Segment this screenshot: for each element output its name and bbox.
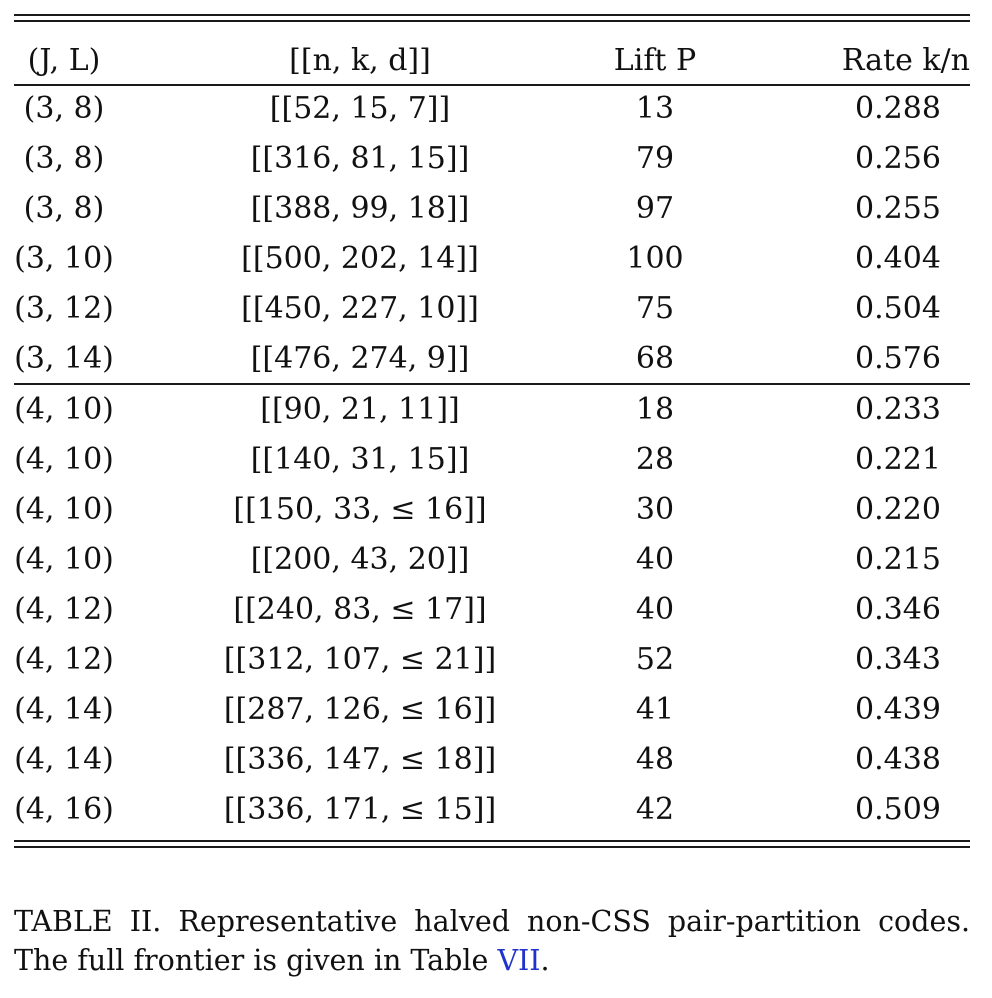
cell-code: [[500, 202, 14]] [241, 241, 479, 276]
cell-code: [[150, 33, ≤ 16]] [233, 492, 487, 527]
cell-rate: 0.509 [855, 792, 941, 827]
cell-code: [[336, 171, ≤ 15]] [223, 792, 497, 827]
table-row [0, 134, 992, 184]
cell-code: [[476, 274, 9]] [250, 341, 470, 376]
table-row [0, 635, 992, 685]
cell-jl: (4, 10) [14, 442, 114, 477]
cell-code: [[336, 147, ≤ 18]] [223, 742, 497, 777]
table-caption [14, 902, 970, 980]
cell-jl: (4, 14) [14, 742, 114, 777]
cell-jl: (4, 12) [14, 592, 114, 627]
table-reference-link[interactable]: VII [497, 944, 541, 977]
cell-rate: 0.220 [855, 492, 941, 527]
table-row [0, 485, 992, 535]
caption-text: TABLE II. Representative halved non-CSS pair-partition codes. The full frontier is given in Table [14, 905, 970, 977]
cell-jl: (3, 14) [14, 341, 114, 376]
cell-lift: 97 [635, 191, 675, 226]
cell-jl: (3, 8) [23, 191, 105, 226]
cell-rate: 0.256 [855, 141, 941, 176]
cell-rate: 0.343 [855, 642, 941, 677]
cell-jl: (4, 10) [14, 492, 114, 527]
cell-code: [[287, 126, ≤ 16]] [223, 692, 497, 727]
cell-jl: (3, 8) [23, 91, 105, 126]
table-row [0, 535, 992, 585]
cell-code: [[240, 83, ≤ 17]] [233, 592, 487, 627]
table-row [0, 385, 992, 435]
header-lift: Lift P [613, 43, 697, 78]
cell-lift: 40 [635, 592, 675, 627]
cell-rate: 0.404 [855, 241, 941, 276]
caption-end: . [540, 944, 550, 977]
table-header-row [0, 36, 992, 86]
cell-jl: (4, 12) [14, 642, 114, 677]
cell-lift: 52 [635, 642, 675, 677]
cell-jl: (3, 12) [14, 291, 114, 326]
table-row [0, 785, 992, 835]
cell-jl: (4, 10) [14, 542, 114, 577]
cell-jl: (4, 10) [14, 392, 114, 427]
header-jl: (J, L) [27, 43, 101, 78]
cell-rate: 0.438 [855, 742, 941, 777]
table-row [0, 334, 992, 384]
header-code: [[n, k, d]] [289, 43, 431, 78]
header-rate: Rate k/n [841, 43, 970, 78]
cell-lift: 13 [635, 91, 675, 126]
cell-rate: 0.255 [855, 191, 941, 226]
cell-lift: 42 [635, 792, 675, 827]
cell-code: [[388, 99, 18]] [250, 191, 470, 226]
table-row [0, 585, 992, 635]
cell-lift: 48 [635, 742, 675, 777]
cell-lift: 100 [626, 241, 684, 276]
table-row [0, 184, 992, 234]
cell-jl: (3, 8) [23, 141, 105, 176]
cell-jl: (4, 16) [14, 792, 114, 827]
cell-code: [[200, 43, 20]] [250, 542, 470, 577]
cell-rate: 0.504 [855, 291, 941, 326]
cell-lift: 40 [635, 542, 675, 577]
cell-lift: 79 [635, 141, 675, 176]
bottom-rule-inner [14, 840, 970, 842]
table-row [0, 234, 992, 284]
cell-lift: 30 [635, 492, 675, 527]
table-row [0, 685, 992, 735]
top-rule-outer [14, 14, 970, 16]
cell-rate: 0.346 [855, 592, 941, 627]
cell-code: [[450, 227, 10]] [241, 291, 479, 326]
cell-code: [[52, 15, 7]] [269, 91, 451, 126]
cell-code: [[140, 31, 15]] [250, 442, 470, 477]
cell-rate: 0.221 [855, 442, 941, 477]
cell-code: [[90, 21, 11]] [260, 392, 460, 427]
cell-lift: 75 [635, 291, 675, 326]
top-rule-inner [14, 20, 970, 22]
cell-rate: 0.439 [855, 692, 941, 727]
table-row [0, 84, 992, 134]
bottom-rule-outer [14, 846, 970, 848]
cell-code: [[312, 107, ≤ 21]] [223, 642, 497, 677]
table-row [0, 435, 992, 485]
cell-lift: 68 [635, 341, 675, 376]
cell-rate: 0.576 [855, 341, 941, 376]
table-row [0, 284, 992, 334]
cell-jl: (4, 14) [14, 692, 114, 727]
cell-rate: 0.233 [855, 392, 941, 427]
cell-rate: 0.215 [855, 542, 941, 577]
cell-rate: 0.288 [855, 91, 941, 126]
cell-lift: 18 [635, 392, 675, 427]
cell-lift: 28 [635, 442, 675, 477]
table-row [0, 735, 992, 785]
cell-lift: 41 [635, 692, 675, 727]
cell-jl: (3, 10) [14, 241, 114, 276]
cell-code: [[316, 81, 15]] [250, 141, 470, 176]
